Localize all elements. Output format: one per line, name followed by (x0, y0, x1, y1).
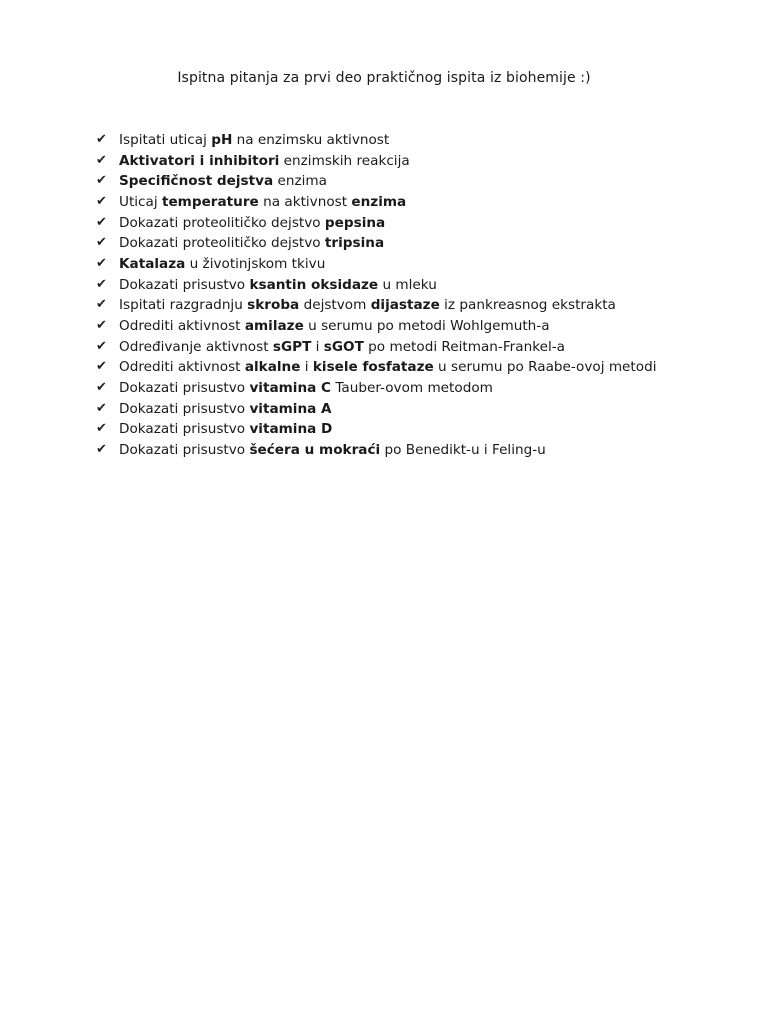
text-segment: enzima (273, 173, 327, 190)
list-item (96, 378, 656, 399)
check-mark-icon: ✔ (96, 379, 107, 395)
bold-term: vitamina C (249, 379, 332, 396)
list-item (96, 275, 656, 296)
bold-term: dijastaze (370, 297, 440, 314)
check-mark-icon: ✔ (96, 132, 107, 147)
page-title: Ispitna pitanja za prvi deo praktičnog ispita iz biohemije :) (177, 70, 591, 86)
list-item-text (119, 337, 565, 358)
text-segment: Odrediti aktivnost (119, 317, 245, 334)
text-segment: i (311, 338, 324, 355)
check-mark-icon: ✔ (96, 173, 107, 189)
text-segment: i (300, 359, 313, 376)
text-segment: Dokazati prisustvo (119, 421, 250, 438)
bold-term: enzima (351, 193, 407, 210)
list-item-text (119, 357, 656, 378)
check-mark-icon: ✔ (96, 276, 107, 292)
text-segment: Ispitati uticaj (119, 132, 212, 148)
list-item-text (119, 130, 389, 151)
list-item-text (119, 378, 493, 399)
text-segment: Dokazati prisustvo (119, 276, 250, 293)
list-item (96, 233, 656, 254)
text-segment: Ispitati razgradnju (119, 297, 248, 314)
text-segment: iz pankreasnog ekstrakta (439, 297, 616, 314)
text-segment: po Benedikt-u i Feling-u (380, 441, 546, 458)
list-item-text (119, 275, 437, 296)
text-segment: Dokazati prisustvo (119, 400, 250, 417)
check-mark-icon: ✔ (96, 297, 107, 313)
list-item-text (119, 419, 332, 440)
list-item-text (119, 316, 550, 337)
text-segment: dejstvom (299, 297, 371, 314)
check-mark-icon: ✔ (96, 400, 107, 416)
bold-term: Katalaza (119, 255, 186, 272)
bold-term: kisele fosfataze (312, 359, 434, 376)
check-mark-icon: ✔ (96, 338, 107, 354)
list-item (96, 151, 656, 172)
list-item (96, 213, 656, 234)
text-segment: Tauber-ovom metodom (331, 379, 493, 396)
check-mark-icon: ✔ (96, 421, 107, 437)
list-item-text (119, 399, 332, 420)
list-item (96, 316, 656, 337)
list-item (96, 399, 656, 420)
list-item (96, 130, 656, 151)
text-segment: Dokazati prisustvo (119, 379, 250, 396)
list-item (96, 171, 656, 192)
list-item-text (119, 233, 384, 254)
check-mark-icon: ✔ (96, 255, 107, 271)
list-item-text (119, 254, 325, 275)
question-list (96, 130, 656, 461)
list-item-text (119, 192, 406, 213)
check-mark-icon: ✔ (96, 441, 107, 457)
check-mark-icon: ✔ (96, 214, 107, 230)
list-item (96, 295, 656, 316)
list-item (96, 254, 656, 275)
list-item-text (119, 213, 385, 234)
text-segment: u mleku (378, 276, 437, 293)
bold-term: pH (211, 132, 233, 148)
text-segment: na enzimsku aktivnost (232, 132, 390, 148)
bold-term: amilaze (244, 317, 304, 334)
bold-term: sGPT (272, 338, 312, 355)
bold-term: vitamina D (249, 421, 333, 438)
text-segment: Određivanje aktivnost (119, 338, 273, 355)
text-segment: Dokazati proteolitičko dejstvo (119, 214, 325, 231)
check-mark-icon: ✔ (96, 359, 107, 375)
text-segment: Uticaj (119, 193, 162, 210)
text-segment: Dokazati prisustvo (119, 441, 250, 458)
list-item-text (119, 440, 546, 461)
text-segment: po metodi Reitman-Frankel-a (363, 338, 565, 355)
bold-term: Aktivatori i inhibitori (119, 152, 280, 169)
text-segment: Odrediti aktivnost (119, 359, 245, 376)
bold-term: skroba (247, 297, 300, 314)
list-item-text (119, 295, 616, 316)
text-segment: Dokazati proteolitičko dejstvo (119, 235, 325, 252)
list-item (96, 192, 656, 213)
list-item (96, 357, 656, 378)
list-item-text (119, 171, 327, 192)
check-mark-icon: ✔ (96, 317, 107, 333)
text-segment: u serumu po Raabe-ovoj metodi (433, 359, 657, 376)
check-mark-icon: ✔ (96, 193, 107, 209)
list-item-text (119, 151, 410, 172)
list-item (96, 440, 656, 461)
check-mark-icon: ✔ (96, 152, 107, 168)
bold-term: alkalne (244, 359, 301, 376)
bold-term: temperature (161, 193, 259, 210)
text-segment: enzimskih reakcija (279, 152, 410, 169)
bold-term: pepsina (324, 214, 386, 231)
bold-term: tripsina (324, 235, 385, 252)
text-segment: u serumu po metodi Wohlgemuth-a (303, 317, 550, 334)
list-item (96, 337, 656, 358)
text-segment: u životinjskom tkivu (185, 255, 326, 272)
check-mark-icon: ✔ (96, 235, 107, 251)
bold-term: šećera u mokraći (249, 441, 381, 458)
bold-term: vitamina A (249, 400, 332, 417)
text-segment: na aktivnost (258, 193, 352, 210)
bold-term: Specifičnost dejstva (119, 173, 274, 190)
bold-term: sGOT (323, 338, 364, 355)
list-item (96, 419, 656, 440)
bold-term: ksantin oksidaze (249, 276, 379, 293)
